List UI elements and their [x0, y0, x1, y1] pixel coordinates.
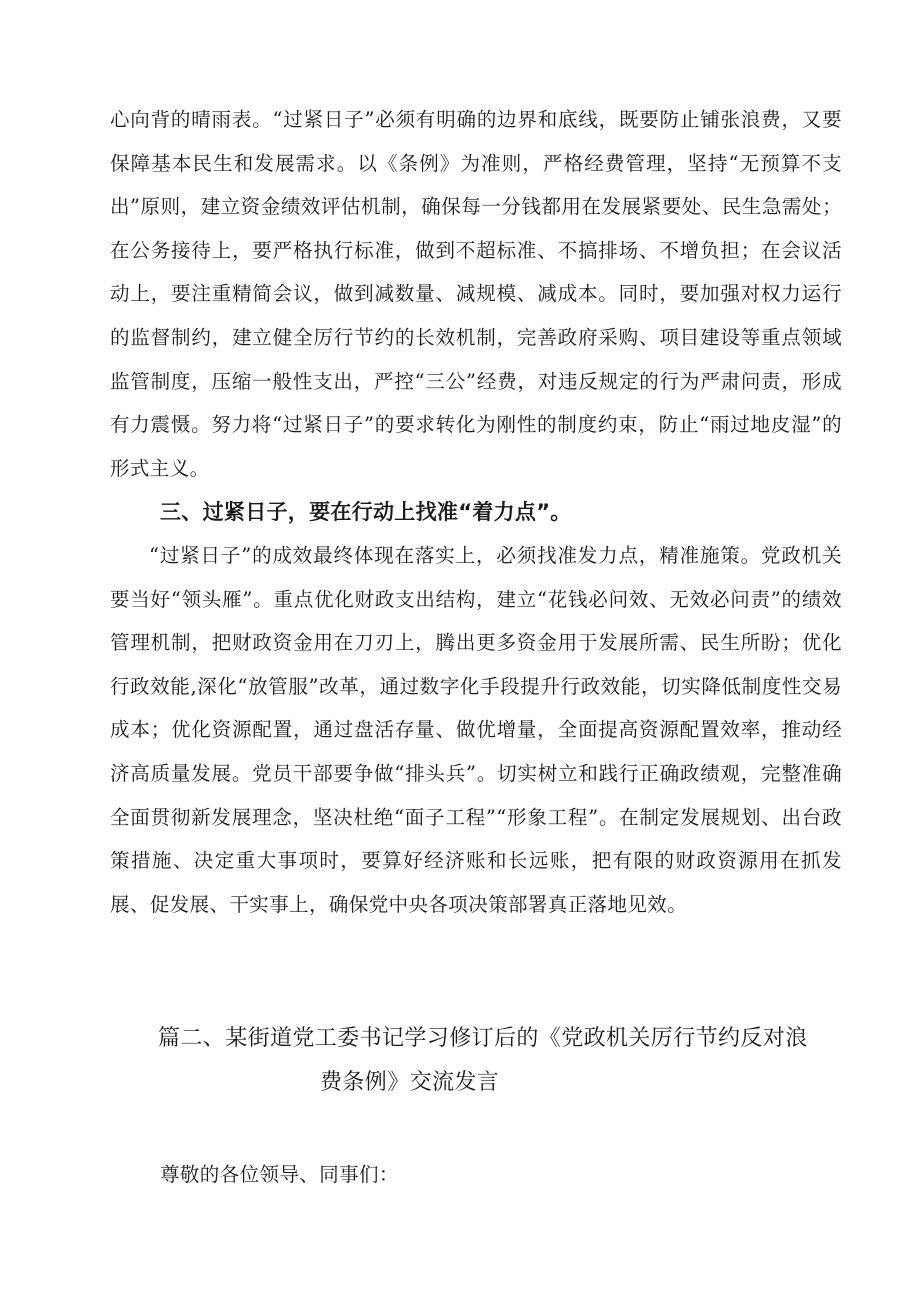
salutation: 尊敬的各位领导、同事们：	[160, 1163, 399, 1186]
section-heading: 三、过紧日子，要在行动上找准“着力点”。	[160, 500, 572, 524]
paragraph-continuation: 心向背的晴雨表。“过紧日子”必须有明确的边界和底线，既要防止铺张浪费，又要保障基本民生和发展需求。以《条例》为准则，严格经费管理，坚持“无预算不支出”原则，建立资金绩效评估机制，确保每一分钱都用在发展紧要处、民生急需处；在公务接待上，要严格执行标准，做到不超标准、不搞排场、不增负担；在会议活动上，要注重精简会议，做到减数量、减规模、减成本。同时，要加强对权力运行的监督制约，建立健全厉行节约的长效机制，完善政府采购、项目建设等重点领域监管制度，压缩一般性支出，严控“三公”经费，对违反规定的行为严肃问责，形成有力震慑。努力将“过紧日子”的要求转化为刚性的制度约束，防止“雨过地皮湿”的形式主义。	[110, 108, 842, 480]
article-title-line1: 篇二、某街道党工委书记学习修订后的《党政机关厉行节约反对浪	[158, 1026, 808, 1051]
paragraph-action: “过紧日子”的成效最终体现在落实上，必须找准发力点，精准施策。党政机关要当好“领头雁”。重点优化财政支出结构，建立“花钱必问效、无效必问责”的绩效管理机制，把财政资金用在刀刃上，腾出更多资金用于发展所需、民生所盼；优化行政效能,深化“放管服”改革，通过数字化手段提升行政效能，切实降低制度性交易成本；优化资源配置，通过盘活存量、做优增量，全面提高资源配置效率，推动经济高质量发展。党员干部要争做“排头兵”。切实树立和践行正确政绩观，完整准确全面贯彻新发展理念，坚决杜绝“面子工程”“形象工程”。在制定发展规划、出台政策措施、决定重大事项时，要算好经济账和长远账，把有限的财政资源用在抓发展、促发展、干实事上，确保党中央各项决策部署真正落地见效。	[110, 544, 842, 916]
article-title-line2: 费条例》交流发言	[320, 1070, 500, 1095]
